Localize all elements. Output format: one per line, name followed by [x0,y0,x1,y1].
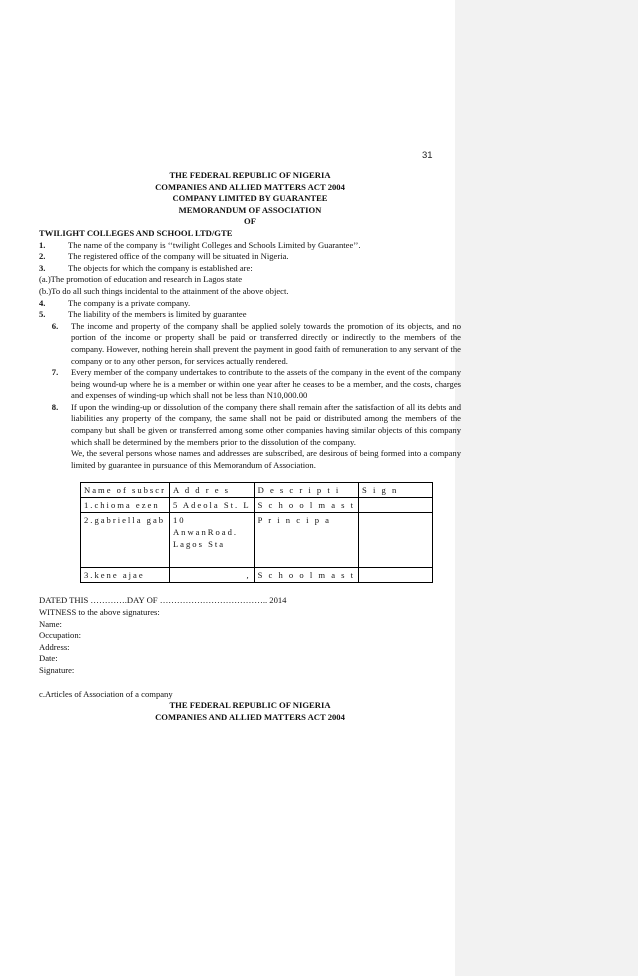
heading-line-5: OF [244,216,256,227]
clause-number: 4. [39,297,46,308]
witness-date: Date: [39,653,58,664]
cell-sign [359,498,433,513]
clause-8 [39,402,461,448]
comments-sidebar [455,0,638,976]
cell-name: 3.kene ajae [81,568,170,583]
object-b: (b.)To do all such things incidental to the attainment of the above object. [39,285,289,296]
footer-line-1: THE FEDERAL REPUBLIC OF NIGERIA [169,700,331,711]
clause-text: The objects for which the company is established are: [68,262,253,273]
table-header-row [81,483,433,498]
witness-signature: Signature: [39,665,75,675]
table-row [81,498,433,513]
clause-text: Every member of the company undertakes to contribute to the assets of the company in the event of the company being wound-up where he is a member or within one year after he ceases to be a member, and the costs, charges and expenses of winding-up which shall not be less than N10,000.00 [71,367,461,401]
heading-line-4: MEMORANDUM OF ASSOCIATION [178,204,322,215]
company-name: TWILIGHT COLLEGES AND SCHOOL LTD/GTE [39,227,233,238]
cell-address: 5 Adeola St. L [169,498,254,513]
clause-number: 7. [51,367,59,378]
document-body [39,170,461,723]
clause-text: The liability of the members is limited by guarantee [68,309,247,320]
clause-7 [39,367,461,402]
clause-number: 8. [51,401,59,412]
page-number: 31 [422,150,433,161]
witness-name: Name: [39,618,62,629]
clause-number: 2. [39,251,46,262]
clause-6 [39,321,461,367]
articles-heading: c.Articles of Association of a company [39,688,173,699]
clause-2 [39,251,461,263]
cell-name: 2.gabriella gab [81,513,170,568]
header-address: A d d r e s [169,483,254,498]
clause-1 [39,240,461,252]
clause-3 [39,263,461,275]
object-a: (a.)The promotion of education and research in Lagos state [39,274,243,285]
cell-address: 10 AnwanRoad. Lagos Sta [169,513,254,568]
cell-description: S c h o o l m a s t [254,498,358,513]
heading-line-3: COMPANY LIMITED BY GUARANTEE [172,193,328,204]
clause-number: 6. [51,320,59,331]
header-sign: S i g n [359,483,433,498]
dated-line: DATED THIS ………….DAY OF ……………………………….. 2014 [39,595,287,606]
cell-name: 1.chioma ezen [81,498,170,513]
table-row [81,568,433,583]
cell-description: S c h o o l m a s t [254,568,358,583]
clause-number: 1. [39,239,46,250]
clause-text: The income and property of the company shall be applied solely towards the promotion of its objects, and no portion of the income or property shall be paid or transferred directly or indirectly to the members of the company. However, nothing herein shall prevent the payment in good faith of remuneration to any servant of the company or to any other person, for services actually rendered. [71,320,461,366]
footer-line-2: COMPANIES AND ALLIED MATTERS ACT 2004 [155,711,345,722]
witness-address: Address: [39,641,70,652]
subscribers-table [80,482,433,583]
cell-sign [359,568,433,583]
clause-4 [39,298,461,310]
clause-number: 3. [39,262,46,273]
clause-5 [39,309,461,321]
heading-line-1: THE FEDERAL REPUBLIC OF NIGERIA [169,170,331,180]
witness-occupation: Occupation: [39,630,81,641]
clause-text: If upon the winding-up or dissolution of the company there shall remain after the satisfaction of all its debts and liabilities any property of the company, the same shall not be paid or distributed among the members of the company but shall be given or transferred among some other companies having similar objects of this company which shall be determined by the members prior to the dissolution of the company. [71,401,461,447]
header-description: D e s c r i p t i [254,483,358,498]
clause-text: The company is a private company. [68,297,191,308]
witness-intro: WITNESS to the above signatures: [39,607,160,618]
heading-line-2: COMPANIES AND ALLIED MATTERS ACT 2004 [155,181,345,192]
cell-sign [359,513,433,568]
clause-text: The name of the company is ‘‘twilight Colleges and Schools Limited by Guarantee’’. [68,239,361,250]
clause-number: 5. [39,309,46,320]
cell-address: , [169,568,254,583]
clause-text: The registered office of the company will be situated in Nigeria. [68,251,289,262]
table-row [81,513,433,568]
declaration: We, the several persons whose names and addresses are subscribed, are desirous of being formed into a company limited by guarantee in pursuance of this Memorandum of Association. [71,448,461,470]
header-name: Name of subscr [81,483,170,498]
cell-description: P r i n c i p a [254,513,358,568]
